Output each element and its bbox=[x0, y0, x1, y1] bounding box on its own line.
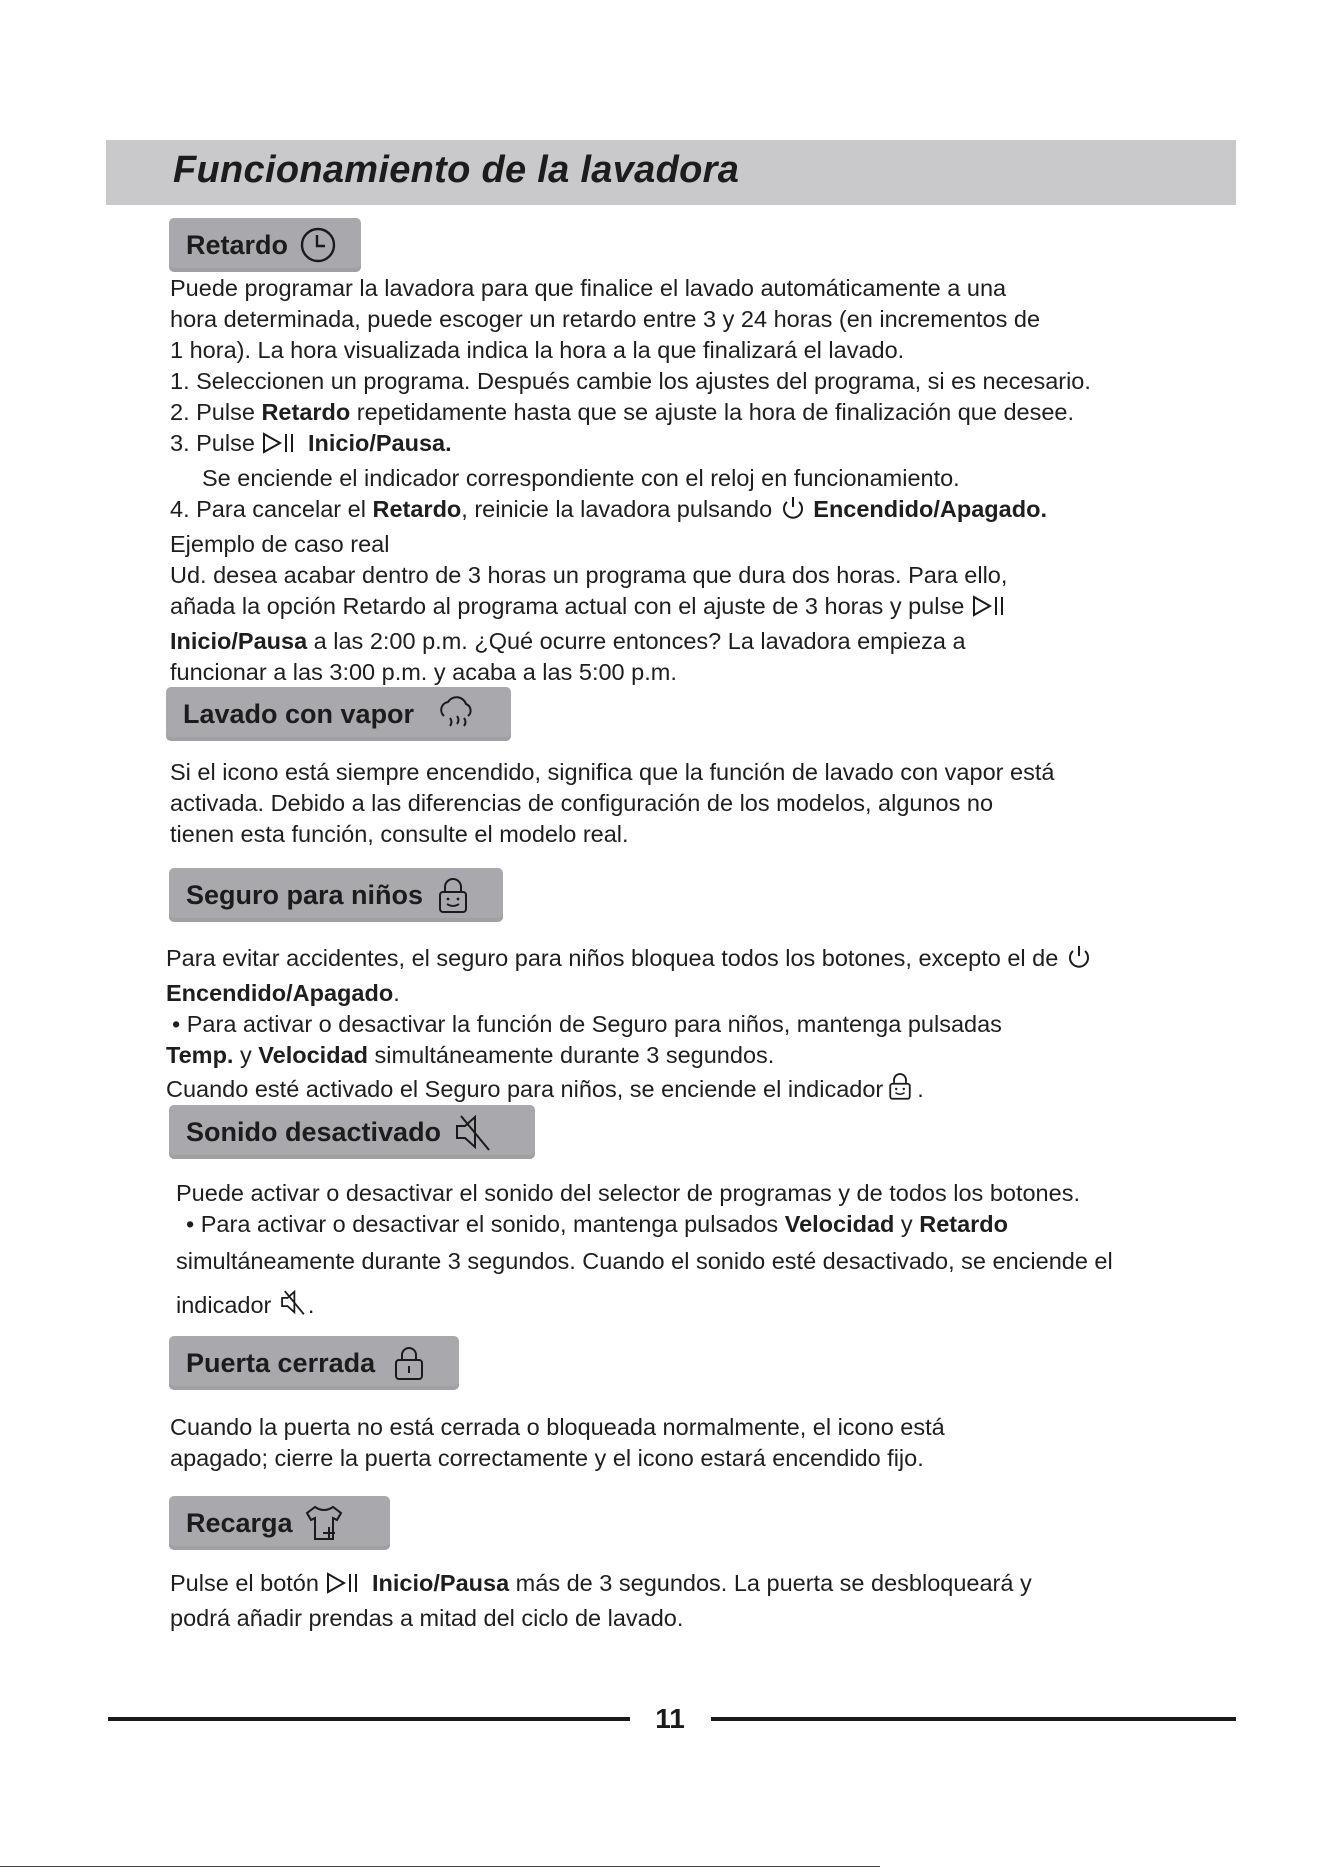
vapor-body bbox=[170, 757, 1210, 850]
add-garment-icon bbox=[301, 1501, 347, 1545]
vapor-heading bbox=[166, 687, 511, 741]
vapor-paragraph: activada. Debido a las diferencias de configuración de los modelos, algunos no bbox=[170, 790, 994, 816]
recarga-body bbox=[170, 1568, 1210, 1634]
steam-icon bbox=[434, 694, 478, 734]
mute-paragraph: Puede activar o desactivar el sonido del selector de programas y de todos los botones. bbox=[176, 1180, 1080, 1206]
door-lock-icon bbox=[391, 1344, 427, 1382]
page-title: Funcionamiento de la lavadora bbox=[173, 149, 740, 191]
retardo-paragraph: 1 hora). La hora visualizada indica la hora a la que finalizará el lavado. bbox=[170, 337, 905, 363]
child-lock-paragraph: Para evitar accidentes, el seguro para niños bloquea todos los botones, excepto el de bbox=[166, 943, 1206, 978]
footer-rule-left bbox=[108, 1717, 630, 1721]
child-lock-paragraph: Cuando esté activado el Seguro para niños, se enciende el indicador . bbox=[166, 1071, 1206, 1109]
child-lock-heading-label: Seguro para niños bbox=[186, 879, 424, 910]
example-line: funcionar a las 3:00 p.m. y acaba a las 5:00 p.m. bbox=[170, 659, 677, 685]
example-line: Ud. desea acabar dentro de 3 horas un programa que dura dos horas. Para ello, bbox=[170, 562, 1008, 588]
recarga-paragraph: podrá añadir prendas a mitad del ciclo de lavado. bbox=[170, 1605, 684, 1631]
mute-heading-label: Sonido desactivado bbox=[186, 1116, 442, 1147]
vapor-paragraph: tienen esta función, consulte el modelo real. bbox=[170, 821, 629, 847]
section-header bbox=[106, 140, 1236, 205]
retardo-step-3: 3. Pulse Inicio/Pausa. bbox=[170, 428, 1210, 463]
retardo-heading-label: Retardo bbox=[186, 229, 289, 260]
door-lock-paragraph: Cuando la puerta no está cerrada o bloqueada normalmente, el icono está bbox=[170, 1414, 945, 1440]
mute-heading bbox=[169, 1105, 535, 1159]
clock-icon bbox=[298, 225, 338, 265]
retardo-heading bbox=[169, 218, 361, 272]
child-lock-paragraph: Encendido/Apagado. bbox=[166, 980, 400, 1006]
example-title: Ejemplo de caso real bbox=[170, 531, 390, 557]
mute-paragraph: simultáneamente durante 3 segundos. Cuando el sonido esté desactivado, se enciende el bbox=[176, 1248, 1113, 1274]
bottom-edge-line bbox=[0, 1866, 880, 1867]
retardo-paragraph: hora determinada, puede escoger un retardo entre 3 y 24 horas (en incrementos de bbox=[170, 306, 1041, 332]
page-number: 11 bbox=[655, 1703, 685, 1734]
recarga-heading bbox=[169, 1496, 390, 1550]
child-lock-body bbox=[166, 943, 1206, 1109]
power-icon bbox=[779, 495, 807, 529]
child-lock-paragraph: Temp. y Velocidad simultáneamente durante 3 segundos. bbox=[166, 1042, 775, 1068]
door-lock-body bbox=[170, 1412, 1210, 1474]
mute-bullet: • Para activar o desactivar el sonido, mantenga pulsados Velocidad y Retardo bbox=[186, 1211, 1009, 1237]
example-line: Inicio/Pausa a las 2:00 p.m. ¿Qué ocurre entonces? La lavadora empieza a bbox=[170, 628, 966, 654]
mute-icon bbox=[278, 1287, 308, 1325]
play-pause-icon bbox=[971, 594, 1007, 626]
retardo-step-4: 4. Para cancelar el Retardo, reinicie la lavadora pulsando Encendido/Apagado. bbox=[170, 494, 1210, 529]
play-pause-icon bbox=[261, 431, 301, 463]
vapor-paragraph: Si el icono está siempre encendido, significa que la función de lavado con vapor está bbox=[170, 759, 1055, 785]
door-lock-paragraph: apagado; cierre la puerta correctamente y el icono estará encendido fijo. bbox=[170, 1445, 924, 1471]
vapor-heading-label: Lavado con vapor bbox=[183, 698, 415, 729]
mute-paragraph: indicador . bbox=[176, 1287, 1216, 1325]
retardo-step-1: 1. Seleccionen un programa. Después cambie los ajustes del programa, si es necesario. bbox=[170, 368, 1091, 394]
power-icon bbox=[1065, 944, 1093, 978]
play-pause-icon bbox=[325, 1571, 365, 1603]
mute-icon bbox=[451, 1110, 495, 1154]
child-lock-icon bbox=[883, 1071, 917, 1109]
child-lock-heading bbox=[169, 868, 503, 922]
child-lock-bullet: • Para activar o desactivar la función de Seguro para niños, mantenga pulsadas bbox=[172, 1011, 1002, 1037]
door-lock-heading bbox=[169, 1336, 459, 1390]
footer-rule-right bbox=[711, 1717, 1236, 1721]
retardo-body bbox=[170, 273, 1210, 688]
recarga-heading-label: Recarga bbox=[186, 1507, 293, 1538]
retardo-step-2: 2. Pulse Retardo repetidamente hasta que se ajuste la hora de finalización que desee. bbox=[170, 399, 1075, 425]
retardo-paragraph: Puede programar la lavadora para que finalice el lavado automáticamente a una bbox=[170, 275, 1007, 301]
recarga-paragraph: Pulse el botón Inicio/Pausa más de 3 segundos. La puerta se desbloqueará y bbox=[170, 1568, 1210, 1603]
retardo-step-3-note: Se enciende el indicador correspondiente con el reloj en funcionamiento. bbox=[202, 465, 960, 491]
example-line: añada la opción Retardo al programa actual con el ajuste de 3 horas y pulse bbox=[170, 591, 1210, 626]
child-lock-icon bbox=[433, 875, 473, 915]
door-lock-heading-label: Puerta cerrada bbox=[186, 1347, 376, 1378]
mute-body bbox=[176, 1178, 1216, 1325]
